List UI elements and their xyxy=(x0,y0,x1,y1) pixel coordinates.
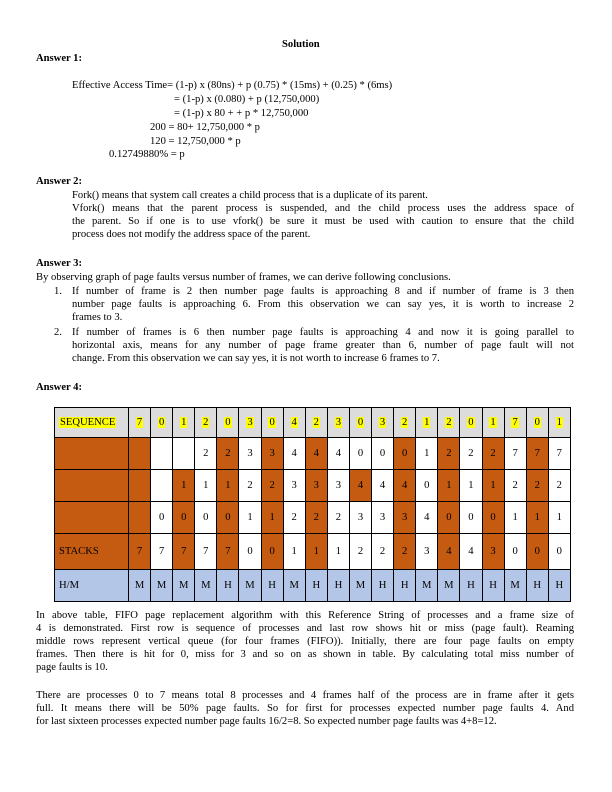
stack-cell: 1 xyxy=(526,502,548,534)
answer3-intro: By observing graph of page faults versus number of frames, we can derive following conclusions. xyxy=(36,272,451,283)
answer3-line: frames to 3. xyxy=(72,312,123,323)
hm-cell: H xyxy=(217,570,239,602)
stack-cell: 7 xyxy=(129,534,151,570)
answer1-line: 0.12749880% = p xyxy=(109,149,185,160)
stack-cell: 7 xyxy=(151,534,173,570)
answer3-line: If number of frame is 2 then number page faults is approaching 8 and if number of frame is 3 then xyxy=(72,286,574,297)
stack-cell: 0 xyxy=(460,502,482,534)
stack-cell: 0 xyxy=(151,502,173,534)
stack-cell: 0 xyxy=(261,534,283,570)
hm-cell: H xyxy=(327,570,349,602)
stack-cell: 1 xyxy=(239,502,261,534)
stack-cell: 0 xyxy=(195,502,217,534)
stack-cell: 2 xyxy=(305,502,327,534)
sequence-cell: 2 xyxy=(394,408,416,438)
hm-label: H/M xyxy=(55,570,129,602)
answer1-line: Effective Access Time= (1-p) x (80ns) + p (0.75) * (15ms) + (0.25) * (6ms) xyxy=(72,80,393,91)
stack-cell: 4 xyxy=(283,438,305,470)
sequence-cell: 1 xyxy=(416,408,438,438)
hm-cell: M xyxy=(173,570,195,602)
stack-cell: 3 xyxy=(416,534,438,570)
stack-cell xyxy=(129,438,151,470)
fifo-table xyxy=(54,407,571,602)
hit-miss-row xyxy=(55,570,571,602)
hm-cell: H xyxy=(548,570,570,602)
answer1-line: = (1-p) x (0.080) + p (12,750,000) xyxy=(174,94,320,105)
stack-cell: 0 xyxy=(239,534,261,570)
answer4-heading: Answer 4: xyxy=(36,382,83,393)
stack-cell: 2 xyxy=(438,438,460,470)
stack-cell: 0 xyxy=(349,438,371,470)
answer4-line: page faults is 10. xyxy=(36,662,108,673)
stack-cell: 7 xyxy=(217,534,239,570)
hm-cell: M xyxy=(504,570,526,602)
stack-cell: 3 xyxy=(482,534,504,570)
stack-cell: 0 xyxy=(504,534,526,570)
hm-cell: H xyxy=(394,570,416,602)
stack-cell: 4 xyxy=(349,470,371,502)
stack-cell: 1 xyxy=(217,470,239,502)
stack-cell: 4 xyxy=(460,534,482,570)
stack-cell: 0 xyxy=(548,534,570,570)
sequence-cell: 2 xyxy=(438,408,460,438)
stack-cell: 1 xyxy=(416,438,438,470)
answer4-line: 4 is demonstrated. First row is sequence of processes and last row shows hit or miss (page fault). Reaming xyxy=(36,623,574,634)
hm-cell: H xyxy=(460,570,482,602)
sequence-cell: 7 xyxy=(129,408,151,438)
stack-cell: 0 xyxy=(526,534,548,570)
answer1-line: 200 = 80+ 12,750,000 * p xyxy=(150,122,260,133)
stack-cell: 4 xyxy=(305,438,327,470)
sequence-cell: 2 xyxy=(195,408,217,438)
stack-row xyxy=(55,502,571,534)
stack-cell: 7 xyxy=(526,438,548,470)
stack-cell: 0 xyxy=(416,470,438,502)
stack-cell: 1 xyxy=(504,502,526,534)
answer4-line: full. It means there will be 50% page faults. So for first for processes expected number page faults 4. And xyxy=(36,703,574,714)
stack-cell: 0 xyxy=(394,438,416,470)
stack-cell: 3 xyxy=(349,502,371,534)
stack-cell: 0 xyxy=(482,502,504,534)
sequence-cell: 0 xyxy=(217,408,239,438)
stack-cell: 7 xyxy=(548,438,570,470)
sequence-label: SEQUENCE xyxy=(55,408,129,438)
stacks-label-block xyxy=(55,470,129,502)
stack-cell: 2 xyxy=(482,438,504,470)
answer3-heading: Answer 3: xyxy=(36,258,83,269)
hm-cell: H xyxy=(261,570,283,602)
hm-cell: M xyxy=(349,570,371,602)
stack-cell: 2 xyxy=(526,470,548,502)
hm-cell: M xyxy=(438,570,460,602)
stack-row xyxy=(55,438,571,470)
answer3-item-number: 1. xyxy=(54,286,62,297)
stack-cell: 4 xyxy=(372,470,394,502)
sequence-cell: 3 xyxy=(372,408,394,438)
stack-cell xyxy=(151,438,173,470)
stack-cell: 1 xyxy=(438,470,460,502)
answer2-line: Vfork() means that the parent process is suspended, and the child process uses the address space of xyxy=(72,203,574,214)
stack-cell: 7 xyxy=(195,534,217,570)
sequence-cell: 2 xyxy=(305,408,327,438)
stack-cell: 2 xyxy=(372,534,394,570)
stacks-label: STACKS xyxy=(55,534,129,570)
stack-cell: 3 xyxy=(327,470,349,502)
stack-row xyxy=(55,534,571,570)
sequence-cell: 7 xyxy=(504,408,526,438)
stack-cell: 3 xyxy=(283,470,305,502)
stack-cell: 4 xyxy=(327,438,349,470)
stack-cell xyxy=(129,470,151,502)
hm-cell: M xyxy=(416,570,438,602)
sequence-row xyxy=(55,408,571,438)
answer4-paragraph-2 xyxy=(36,689,574,728)
sequence-cell: 0 xyxy=(526,408,548,438)
stack-cell: 2 xyxy=(460,438,482,470)
stack-cell: 0 xyxy=(217,502,239,534)
sequence-cell: 3 xyxy=(327,408,349,438)
stack-cell: 2 xyxy=(394,534,416,570)
answer3-item xyxy=(72,285,574,324)
answer4-line: In above table, FIFO page replacement algorithm with this Reference String of processes and a frame size of xyxy=(36,610,574,621)
sequence-cell: 1 xyxy=(173,408,195,438)
stack-cell: 7 xyxy=(504,438,526,470)
hm-cell: M xyxy=(239,570,261,602)
answer1-line: 120 = 12,750,000 * p xyxy=(150,136,241,147)
stack-cell: 1 xyxy=(261,502,283,534)
sequence-cell: 3 xyxy=(239,408,261,438)
answer4-line: for last sixteen processes expected number page faults 16/2=8. So expected number page faults was 4+8=12. xyxy=(36,716,497,727)
answer2-line: the parent. So if one is to use vfork() be sure it must be used with caution to ensure that the child xyxy=(72,216,574,227)
sequence-cell: 0 xyxy=(349,408,371,438)
stack-cell: 0 xyxy=(173,502,195,534)
sequence-cell: 1 xyxy=(548,408,570,438)
answer2-heading: Answer 2: xyxy=(36,176,83,187)
stack-cell: 2 xyxy=(327,502,349,534)
stack-cell: 1 xyxy=(548,502,570,534)
stack-cell: 1 xyxy=(195,470,217,502)
hm-cell: M xyxy=(195,570,217,602)
page-title: Solution xyxy=(282,39,320,50)
stack-cell: 0 xyxy=(438,502,460,534)
stack-cell: 3 xyxy=(372,502,394,534)
stack-cell: 3 xyxy=(305,470,327,502)
stack-cell: 1 xyxy=(460,470,482,502)
stack-cell: 1 xyxy=(305,534,327,570)
stack-cell: 4 xyxy=(394,470,416,502)
answer4-line: There are processes 0 to 7 means total 8 processes and 4 frames half of the process are in frame after it gets xyxy=(36,690,574,701)
stack-cell: 3 xyxy=(239,438,261,470)
stack-cell: 1 xyxy=(173,470,195,502)
answer3-line: change. From this observation we can say yes, it is not worth to increase 6 frames to 7. xyxy=(72,353,440,364)
stack-cell: 4 xyxy=(416,502,438,534)
sequence-cell: 0 xyxy=(460,408,482,438)
hm-cell: M xyxy=(283,570,305,602)
stack-cell: 0 xyxy=(372,438,394,470)
answer3-item-number: 2. xyxy=(54,327,62,338)
answer4-paragraph-1 xyxy=(36,609,574,674)
answer4-line: frames. Then there is hit for 0, miss for 3 and so on as shown in table. By calculating total miss number of xyxy=(36,649,574,660)
hm-cell: M xyxy=(129,570,151,602)
answer3-line: horizontal axis, means for any number of page frame greater than 6, number of page fault will not xyxy=(72,340,574,351)
stack-cell: 2 xyxy=(349,534,371,570)
stack-cell: 2 xyxy=(283,502,305,534)
sequence-cell: 0 xyxy=(261,408,283,438)
hm-cell: H xyxy=(526,570,548,602)
hm-cell: H xyxy=(372,570,394,602)
stack-cell: 3 xyxy=(261,438,283,470)
answer3-line: If number of frames is 6 then number page faults is approaching 4 and now it is going parallel to xyxy=(72,327,574,338)
hm-cell: H xyxy=(305,570,327,602)
stack-cell: 2 xyxy=(504,470,526,502)
stack-cell: 3 xyxy=(394,502,416,534)
stack-cell: 7 xyxy=(173,534,195,570)
answer2-line: Fork() means that system call creates a child process that is a duplicate of its parent. xyxy=(72,190,428,201)
stack-row xyxy=(55,470,571,502)
hm-cell: H xyxy=(482,570,504,602)
stacks-label-block xyxy=(55,438,129,470)
stack-cell xyxy=(129,502,151,534)
stack-cell: 1 xyxy=(283,534,305,570)
stacks-label-block xyxy=(55,502,129,534)
answer4-line: middle rows represent vertical queue (for four frames (FIFO)). Initially, there are four page faults on empty xyxy=(36,636,574,647)
sequence-cell: 1 xyxy=(482,408,504,438)
stack-cell: 2 xyxy=(239,470,261,502)
answer3-item xyxy=(72,326,574,365)
stack-cell: 2 xyxy=(217,438,239,470)
stack-cell: 1 xyxy=(327,534,349,570)
stack-cell xyxy=(173,438,195,470)
answer2-paragraph xyxy=(72,202,574,241)
stack-cell: 2 xyxy=(261,470,283,502)
answer3-line: number page faults is approaching 6. From this observation we can say yes, it is worth to increase 2 xyxy=(72,299,574,310)
stack-cell: 1 xyxy=(482,470,504,502)
answer1-line: = (1-p) x 80 + + p * 12,750,000 xyxy=(174,108,309,119)
sequence-cell: 4 xyxy=(283,408,305,438)
stack-cell: 2 xyxy=(195,438,217,470)
hm-cell: M xyxy=(151,570,173,602)
stack-cell xyxy=(151,470,173,502)
stack-cell: 2 xyxy=(548,470,570,502)
answer1-heading: Answer 1: xyxy=(36,53,83,64)
answer2-line: process does not modify the address space of the parent. xyxy=(72,229,311,240)
stack-cell: 4 xyxy=(438,534,460,570)
sequence-cell: 0 xyxy=(151,408,173,438)
